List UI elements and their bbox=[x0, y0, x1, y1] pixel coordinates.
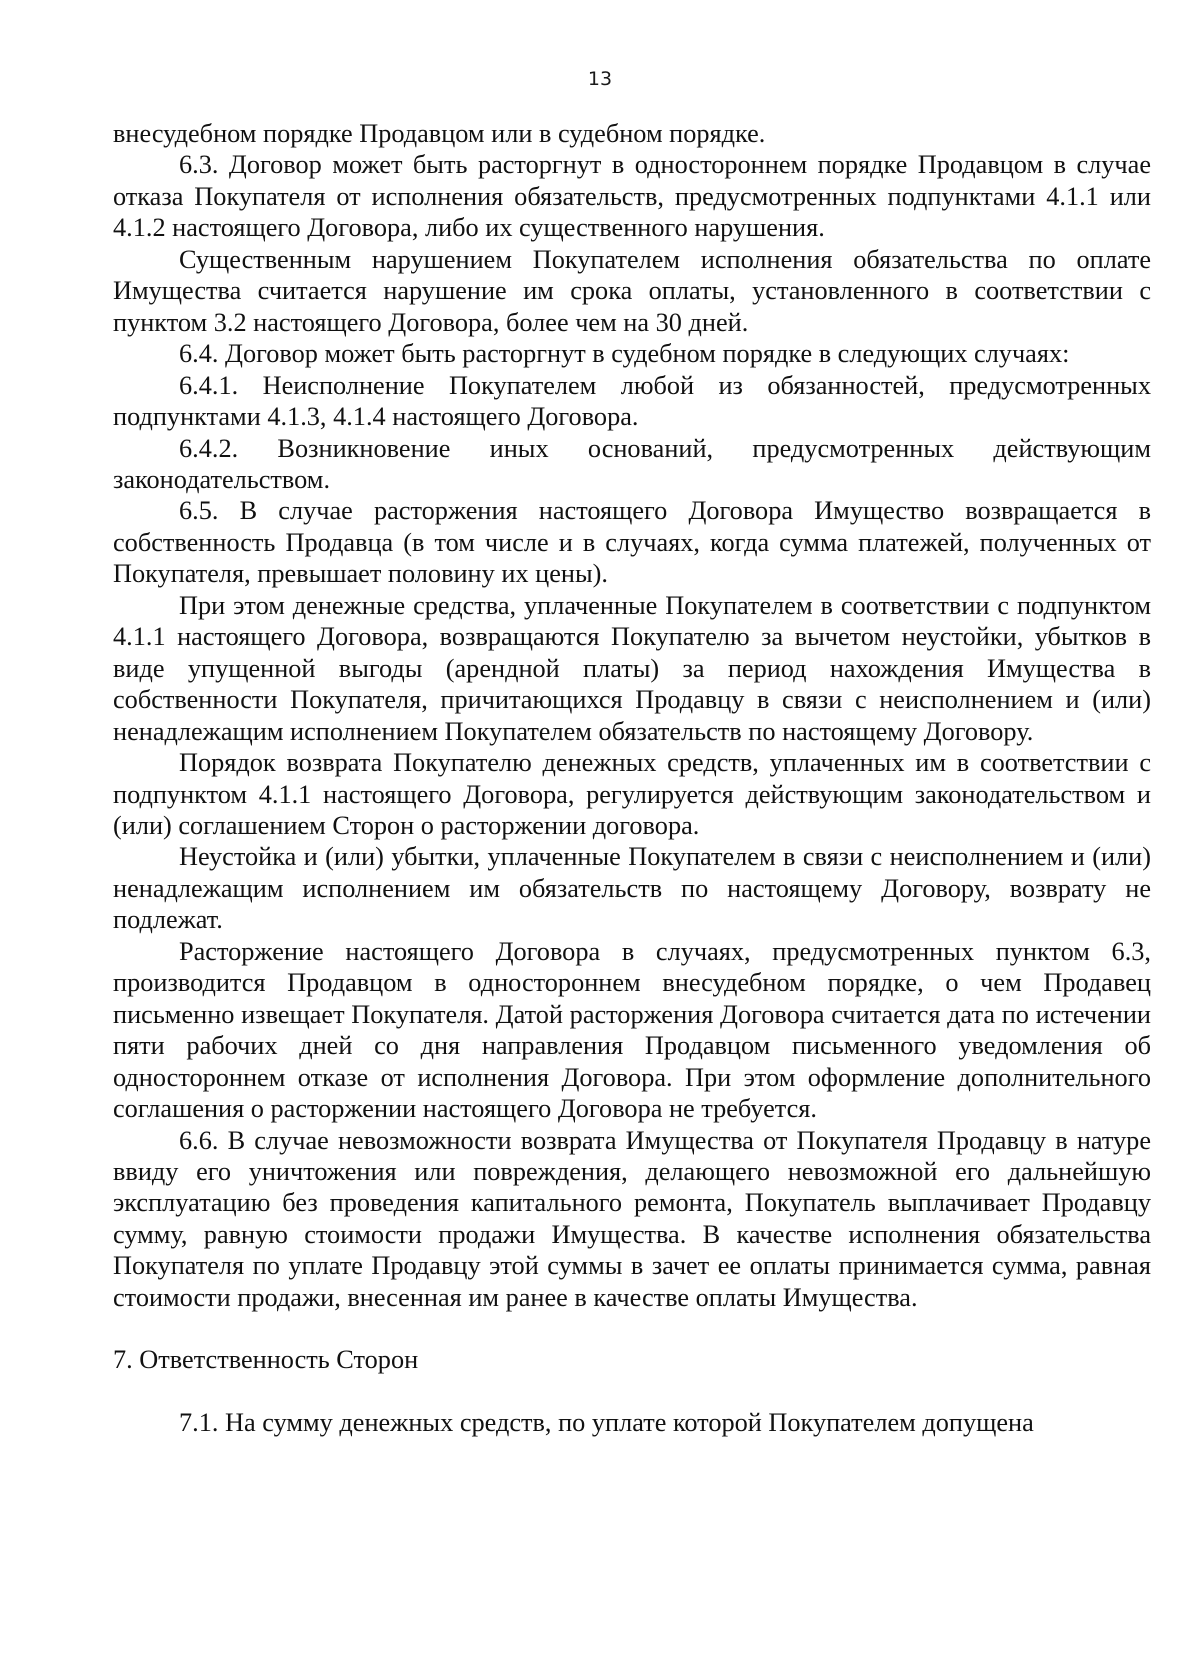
paragraph-6-4: 6.4. Договор может быть расторгнут в судебном порядке в следующих случаях: bbox=[179, 339, 1070, 369]
paragraph-6-4-2: 6.4.2. Возникновение иных оснований, предусмотренных действующим законодательством. bbox=[113, 433, 1151, 494]
spacer bbox=[113, 1376, 1151, 1407]
paragraph: внесудебном порядке Продавцом или в судебном порядке. bbox=[113, 119, 766, 148]
paragraph-6-6: 6.6. В случае невозможности возврата Имущества от Покупателя Продавцу в натуре ввиду его уничтожения или повреждения, делающего невозможной его дальнейшую эксплуатацию без проведения капитального ремонта, Покупатель выплачивает Продавцу сумму, равную стоимости продажи Имущества. В качестве исполнения обязательства Покупателя по уплате Продавцу этой суммы в зачет ее оплаты принимается сумма, равная стоимости продажи, внесенная им ранее в качестве оплаты Имущества. bbox=[113, 1125, 1151, 1312]
paragraph-6-3: 6.3. Договор может быть расторгнут в одностороннем порядке Продавцом в случае отказа Покупателя от исполнения обязательств, предусмотренных подпунктами 4.1.1 или 4.1.2 настоящего Договора, либо их существенного нарушения. bbox=[113, 150, 1151, 243]
paragraph: Существенным нарушением Покупателем исполнения обязательства по оплате Имущества считается нарушение им срока оплаты, установленного в соответствии с пунктом 3.2 настоящего Договора, более чем на 30 дней. bbox=[113, 244, 1151, 337]
section-heading: 7. Ответственность Сторон bbox=[113, 1345, 419, 1375]
document-body bbox=[113, 118, 1151, 1438]
paragraph-6-4-1: 6.4.1. Неисполнение Покупателем любой из обязанностей, предусмотренных подпунктами 4.1.3, 4.1.4 настоящего Договора. bbox=[113, 370, 1151, 432]
paragraph: Неустойка и (или) убытки, уплаченные Покупателем в связи с неисполнением и (или) ненадлежащим исполнением им обязательств по настоящему Договору, возврату не подлежат. bbox=[113, 842, 1151, 935]
paragraph-7-1: 7.1. На сумму денежных средств, по уплате которой Покупателем допущена bbox=[179, 1407, 1034, 1437]
paragraph: Порядок возврата Покупателю денежных средств, уплаченных им в соответствии с подпунктом 4.1.1 настоящего Договора, регулируется действующим законодательством и (или) соглашением Сторон о расторжении договора. bbox=[113, 748, 1151, 840]
paragraph: Расторжение настоящего Договора в случаях, предусмотренных пунктом 6.3, производится Продавцом в одностороннем внесудебном порядке, о чем Продавец письменно извещает Покупателя. Датой расторжения Договора считается дата по истечении пяти рабочих дней со дня направления Продавцом письменного уведомления об одностороннем отказе от исполнения Договора. При этом оформление дополнительного соглашения о расторжении настоящего Договора не требуется. bbox=[113, 936, 1151, 1124]
paragraph-6-5: 6.5. В случае расторжения настоящего Договора Имущество возвращается в собственность Продавца (в том числе и в случаях, когда сумма платежей, полученных от Покупателя, превышает половину их цены). bbox=[113, 496, 1151, 589]
spacer bbox=[113, 1313, 1151, 1344]
paragraph: При этом денежные средства, уплаченные Покупателем в соответствии с подпунктом 4.1.1 настоящего Договора, возвращаются Покупателю за вычетом неустойки, убытков в виде упущенной выгоды (арендной платы) за период нахождения Имущества в собственности Покупателя, причитающихся Продавцу в связи с неисполнением и (или) ненадлежащим исполнением Покупателем обязательств по настоящему Договору. bbox=[113, 590, 1151, 746]
page-number: 13 bbox=[587, 68, 613, 90]
